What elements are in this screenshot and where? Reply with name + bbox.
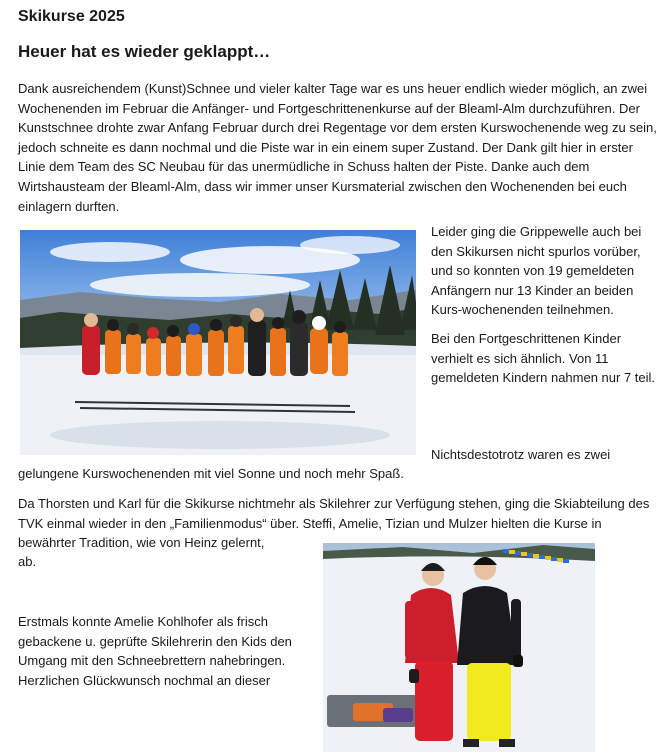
paragraph-fortgeschrittene: Bei den Fortgeschrittenen Kinder verhielt es sich ähnlich. Von 11 gemeldeten Kindern nahmen nur 7 teil. bbox=[431, 331, 656, 386]
paragraph-ab: ab. bbox=[18, 554, 37, 569]
article-subtitle: Heuer hat es wieder geklappt… bbox=[18, 42, 271, 61]
instructors-photo bbox=[323, 543, 595, 752]
paragraph-nichtsdestotrotz-start: Nichtsdestotrotz waren es zwei bbox=[431, 447, 611, 462]
paragraph-amelie: Erstmals konnte Amelie Kohlhofer als frisch gebackene u. geprüfte Skilehrerin den Kids den Umgang mit den Schneebrettern nahebringen. Herzlichen Glückwunsch nochmal an dieser bbox=[18, 614, 292, 688]
paragraph-intro: Dank ausreichendem (Kunst)Schnee und vieler kalter Tage war es uns heuer endlich wieder möglich, an zwei Wochenenden im Februar die Anfänger- und Fortgeschrittenenkurse auf der Bleaml-Alm durchzuführen. Der Kunstschnee drohte zwar Anfang Februar durch drei Regentage vor dem ersten Kurswochenende weg zu sein, jedoch schneite es dann nochmal und die Piste war in ein einem super Zustand. Der Dank gilt hier in erster Linie dem Team des SC Neubau für das unermüdliche in Schuss halten der Piste. Danke auch dem Wirtshausteam der Bleaml-Alm, dass wir immer unser Kursmaterial zwischen den Wochenenden bei euch einlagern durften. bbox=[18, 81, 657, 214]
paragraph-nichtsdestotrotz-end: gelungene Kurswochenenden mit viel Sonne und noch mehr Spaß. bbox=[18, 466, 404, 481]
paragraph-grippe: Leider ging die Grippewelle auch bei den Skikursen nicht spurlos vorüber, und so konnten von 19 gemeldeten Anfängern nur 13 Kinder an beiden Kurs-wochenenden teilnehmen. bbox=[431, 224, 642, 318]
paragraph-familienmodus: Da Thorsten und Karl für die Skikurse nichtmehr als Skilehrer zur Verfügung stehen, ging die Skiabteilung des TVK einmal wieder in den „Familienmodus“ über. Steffi, Amelie, Tizian und Mulzer hielten die Kurse in bewährter Tradition, wie von Heinz gelernt, bbox=[18, 496, 650, 551]
page-title: Skikurse 2025 bbox=[18, 8, 125, 25]
group-photo bbox=[20, 230, 416, 455]
